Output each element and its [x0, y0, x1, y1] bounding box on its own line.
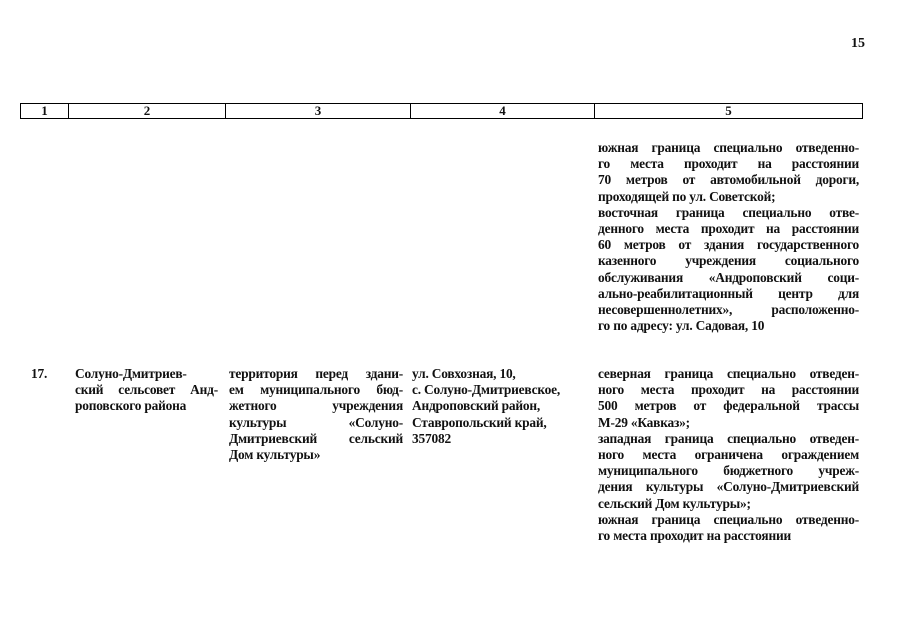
- text-line: Андроповский район,: [412, 398, 541, 414]
- text-line: ного места ограничена ограждением: [598, 447, 859, 463]
- text-line: восточная граница специально отве-: [598, 204, 859, 220]
- text-line: го места проходит на расстоянии: [598, 528, 791, 544]
- text-line: денного места проходит на расстоянии: [598, 221, 859, 237]
- column-number-5: 5: [595, 104, 863, 119]
- text-line: ем муниципального бюд-: [229, 382, 403, 398]
- text-line: жетного учреждения: [229, 398, 403, 414]
- page-number: 15: [851, 36, 865, 51]
- column-number-header: [20, 103, 863, 119]
- column-number-2: 2: [69, 104, 226, 119]
- text-line: ул. Совхозная, 10,: [412, 366, 516, 381]
- column-number-1: 1: [21, 104, 69, 119]
- text-line: Солуно-Дмитриев-: [75, 366, 187, 381]
- text-line: Дом культуры»: [229, 447, 321, 463]
- text-line: 500 метров от федеральной трассы: [598, 398, 859, 414]
- column-number-4: 4: [411, 104, 595, 119]
- text-line: Дмитриевский сельский: [229, 430, 403, 446]
- text-line: южная граница специально отведенно-: [598, 140, 859, 155]
- text-line: муниципального бюджетного учреж-: [598, 463, 859, 479]
- text-line: сельский Дом культуры»;: [598, 495, 751, 511]
- text-line: проходящей по ул. Советской;: [598, 188, 776, 204]
- text-line: 70 метров от автомобильной дороги,: [598, 172, 859, 188]
- municipality-cell: [75, 366, 218, 415]
- text-line: казенного учреждения социального: [598, 253, 859, 269]
- text-line: 60 метров от здания государственного: [598, 237, 859, 253]
- text-line: культуры «Солуно-: [229, 414, 403, 430]
- text-line: ский сельсовет Анд-: [75, 382, 218, 398]
- text-line: Ставропольский край,: [412, 414, 547, 430]
- address-cell: [412, 366, 592, 447]
- boundary-description-cell: [598, 366, 859, 544]
- continued-boundary-description: [598, 140, 859, 334]
- text-line: южная граница специально отведенно-: [598, 511, 859, 527]
- text-line: с. Солуно-Дмитриевское,: [412, 382, 561, 398]
- text-line: территория перед здани-: [229, 366, 403, 381]
- text-line: ного места проходит на расстоянии: [598, 382, 859, 398]
- text-line: го места проходит на расстоянии: [598, 156, 859, 172]
- row-number: 17.: [31, 366, 48, 381]
- text-line: роповского района: [75, 398, 187, 414]
- text-line: обслуживания «Андроповский соци-: [598, 269, 859, 285]
- text-line: 357082: [412, 430, 451, 446]
- text-line: дения культуры «Солуно-Дмитриевский: [598, 479, 859, 495]
- text-line: несовершеннолетних», расположенно-: [598, 302, 859, 318]
- column-number-3: 3: [226, 104, 411, 119]
- text-line: го по адресу: ул. Садовая, 10: [598, 318, 765, 334]
- text-line: ально-реабилитационный центр для: [598, 285, 859, 301]
- text-line: западная граница специально отведен-: [598, 430, 859, 446]
- territory-cell: [229, 366, 403, 463]
- text-line: северная граница специально отведен-: [598, 366, 859, 381]
- text-line: М-29 «Кавказ»;: [598, 414, 690, 430]
